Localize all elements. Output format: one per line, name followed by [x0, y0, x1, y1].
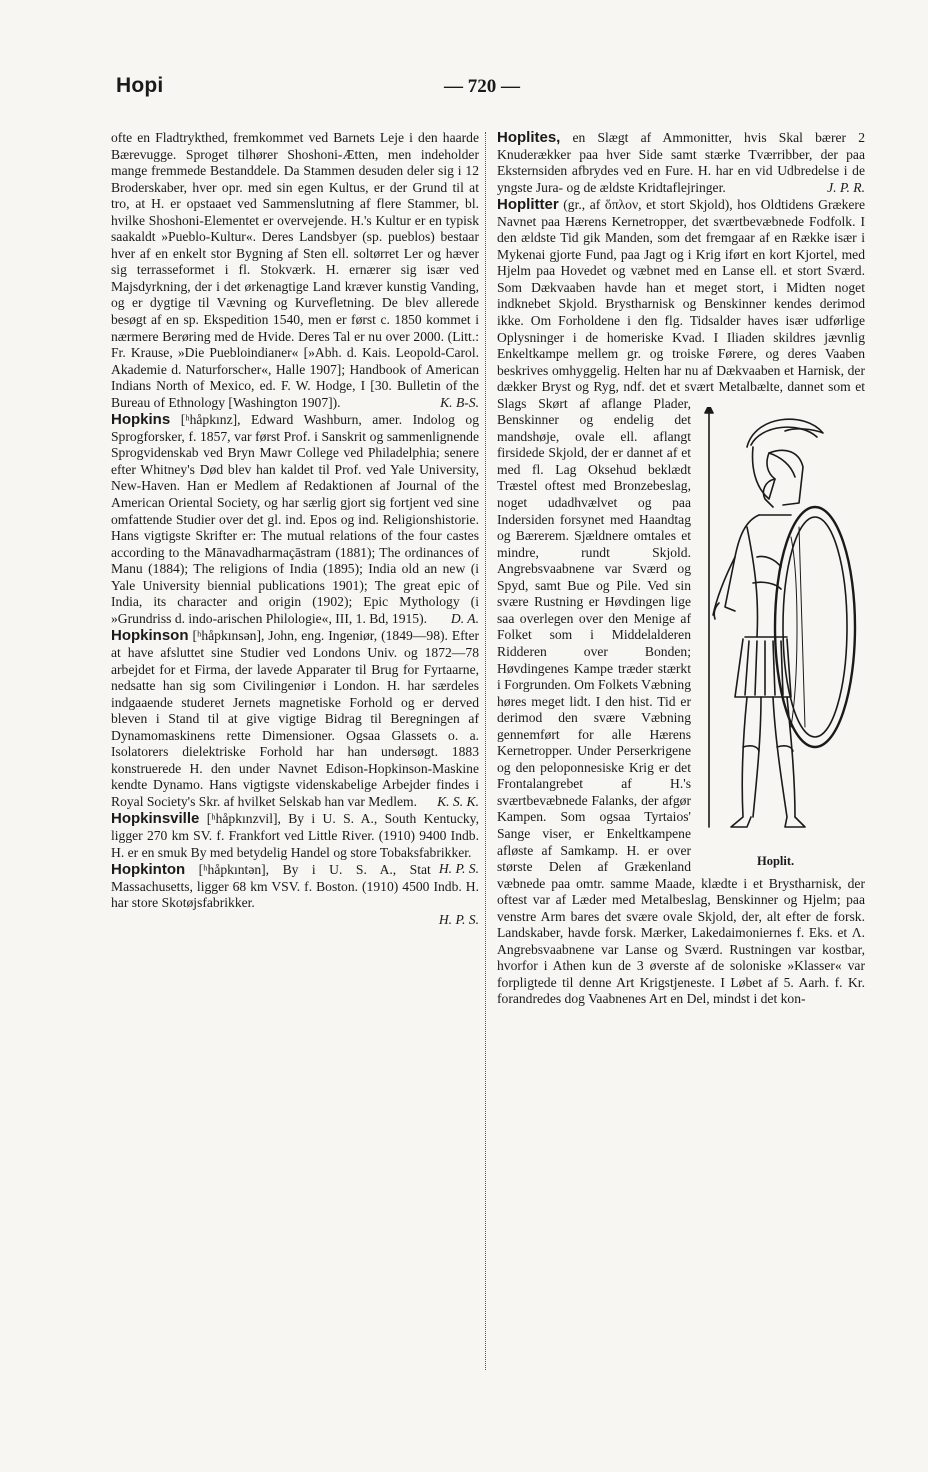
- running-head: Hopi: [116, 74, 164, 97]
- hoplite-illustration: [695, 407, 865, 847]
- author-signature: H. P. S.: [438, 861, 479, 877]
- author-signature: K. S. K.: [437, 793, 479, 809]
- entry-text: (gr., af ὅπλον, et stort Skjold), hos Oldtidens Grækere Navnet paa Hærens Kernetropper, det sværtbevæbnede Fodfolk. I den ældste Tid gik Manden, som det fremgaar af en Række især i Mykenai gjorte Fund, paa Jagt og i Krig iført en kort Kjortel, med Hjelm paa Hovedet og væbnet med en Lanse ell. et stort Sværd. Som Dækvaaben havde han et meget stort, i Midten noget indknebet Skjold. Brystharnisk og Benskinner kendes derimod ikke. Om Forholdene i den flg. Tidsalder haves især udførlige Oplysninger i de homeriske Kvad. I Iliaden skildres jævnlig Enkeltkampe mellem gr. og troiske Førere, og deres Vaaben beskrives omhyggelig. Helten har nu af Dækvaaben et Harnisk, der dækker Bryst og Ryg, ndf. det et svært Metalbælte, dannet som et Slags Skørt af aflange Plader, Benskinner og endelig det mandshøje, ovale ell. aflangt firsidede Skjold, der er dannet af et med fl. Lag Oksehud beklædt Træstel oftest med Bronzebeslag, noget udadhvælvet og paa Indersiden forsynet med Haandtag og Bærerem. Sjældnere omtales et mindre, rundt Skjold. Angrebsvaabnene var Sværd og Spyd, samt Bue og Pile. Ved sin svære Rustning er Høvdingen lige saa overlegen over den Menige af Folket som i Middelalderen Ridderen over Bonden; Høvdingenes Kampe træder stærkt i Forgrunden. Om Folkets Væbning høres meget lidt. I den hist. Tid er derimod den svære Væbning gennemført for alle Hærens Kernetropper. Under Perserkrigene og den peloponnesiske Krig er det Frontalangrebet af H.'s sværtbevæbnede Falanks, der afgør Kampen. Som ogsaa Tyrtaios' Sange viser, er Enkeltkampene afløste af Samkamp. H. er over største Delen af Grækenland væbnede paa omtr. samme Maade, klædte i et Brystharnisk, der oftest var af Læder med Metalbeslag, Benskinner og Hjelm; paa venstre Arm bares det svære ovale Skjold, der, alt efter de forsk. Landskaber, havde forsk. Mærker, Lakedaimoniernes f. Eks. et Λ. Angrebsvaabnene var Lanse og Sværd. Rustningen var kostbar, hvorfor i Athen kun de 3 øverste af de soloniske »Klasser« var forpligtede til denne Art Krigstjeneste. I Løbet af 5. Aarh. f. Kr. forandredes dog Vaabnenes Art en Del, mindst i det kon-: [497, 197, 865, 1007]
- author-signature: K. B-S.: [440, 394, 479, 410]
- right-column: [497, 130, 865, 1008]
- entry-hoplitter: [497, 197, 865, 1008]
- author-signature: H. P. S.: [438, 911, 479, 927]
- figure-caption: Hoplit.: [757, 853, 795, 868]
- entry-text: [ʰhåpkıntən], By i U. S. A., Stat Massachusetts, ligger 68 km VSV. f. Boston. (1910) 4500 Indb. H. har store Skotøjsfabrikker.: [111, 862, 479, 911]
- page-number: — 720 —: [444, 76, 520, 97]
- entry-text: ofte en Fladtrykthed, fremkommet ved Barnets Leje i den haarde Bærevugge. Sproget tilhører Shoshoni-Ætten, men indeholder mange fremmede Bestanddele. Da Stammen desuden deler sig i 12 Broderskaber, hver opr. med sin egen Kultus, er der Grund til at tro, at H. er opstaaet ved Sammenslutning af flere Stammer, bl. hvilke Shoshoni-Elementet er overvejende. H.'s Kultur er en typisk saakaldt »Pueblo-Kultur«. Deres Landsbyer (sp. pueblos) bestaar hver af en enkelt stor Bygning af Sten ell. soltørret Ler og hæver sig terrasseformet i fl. Stokværk. H. ernærer sig især ved Majsdyrkning, der i det ørkenagtige Land kræver kunstig Vanding, og er dygtige til Vævning og Kurvefletning. De blev allerede besøgt af en sp. Ekspedition 1540, men er først c. 1850 kommet i nærmere Berøring med de Hvide. Deres Tal er nu over 2000. (Litt.: Fr. Krause, »Die Puebloindianer« [»Abh. d. Kais. Leopold-Carol. Akademie d. Naturforscher«, Halle 1907]; Handbook of American Indians North of Mexico, ed. F. W. Hodge, I [30. Bulletin of the Bureau of Ethnology [Washington 1907]).: [111, 130, 479, 410]
- author-signature: J. P. R.: [827, 179, 865, 195]
- headword: Hoplitter: [497, 196, 559, 214]
- left-column: [111, 130, 479, 928]
- entry-hopi-continuation: [111, 130, 479, 411]
- entry-hoplites: [497, 130, 865, 196]
- entry-text: [ʰhåpkınzvil], By i U. S. A., South Kentucky, ligger 270 km SV. f. Frankfort ved Little River. (1910) 9400 Indb. H. er en smuk By med betydelig Handel og store Tobaksfabrikker.: [111, 811, 479, 860]
- headword: Hoplites,: [497, 129, 561, 146]
- entry-hopkinton: [111, 862, 479, 928]
- entry-text: en Slægt af Ammonitter, hvis Skal bærer 2 Knuderækker paa hver Side samt stærke Tværribber, der paa Eksternsiden afbrydes ved en Fure. H. har en vid Udbredelse i de yngste Jura- og de ældste Kridtaflejringer.: [497, 130, 865, 195]
- headword: Hopkins: [111, 411, 171, 429]
- column-divider: [485, 132, 486, 1370]
- hoplite-figure: [695, 407, 865, 869]
- headword: Hopkinson: [111, 627, 189, 645]
- author-signature: D. A.: [450, 610, 479, 626]
- entry-hopkinson: [111, 628, 479, 810]
- entry-text: [ʰhåpkınsən], John, eng. Ingeniør, (1849—98). Efter at have afsluttet sine Studier ved Londons Univ. og 1872—78 arbejdet for et Firma, der lavede Apparater til Brug for Fyrtaarne, nedsatte han sig som Civilingeniør i London. H. har særdeles indgaaende studeret Jernets magnetiske Forhold og er derved bleven i Stand til at give vigtige Bidrag til Beregningen af Dynamomaskinens rette Dimensioner. Ogsaa Glassets o. a. Isolatorers dielektriske Forhold har han undersøgt. 1883 konstruerede H. den under Navnet Edison-Hopkinson-Maskine kendte Dynamo. Hans vigtigste videnskabelige Arbejder findes i Royal Society's Skr. af hvilket Selskab han var Medlem.: [111, 628, 480, 809]
- headword: Hopkinton: [111, 861, 186, 879]
- entry-hopkins: [111, 412, 479, 627]
- entry-text: [ʰhåpkınz], Edward Washburn, amer. Indolog og Sprogforsker, f. 1857, var først Prof. i Sanskrit og sammenlignende Sprogvidenskab ved Bryn Mawr College ved Philadelphia; senere efter Whitney's Død blev han kaldet til Prof. ved Yale University, New-Haven. Han er Medlem af Redaktionen af Journal of the American Oriental Society, og har særlig gjort sig fortjent ved sine omfattende Studier over det gl. ind. Epos og ind. Religionshistorie. Hans vigtigste Skrifter er: The mutual relations of the four castes according to the Mānavadharmaçāstram (1881); The ordinances of Manu (1884); The religions of India (1895); India old an new (i Yale University biennial publications 1901); The great epic of India, its character and origin (1902); Epic Mythology (i »Grundriss d. indo-arischen Philologie«, III, 1. Bd, 1915).: [111, 412, 479, 626]
- headword: Hopkinsville: [111, 810, 200, 828]
